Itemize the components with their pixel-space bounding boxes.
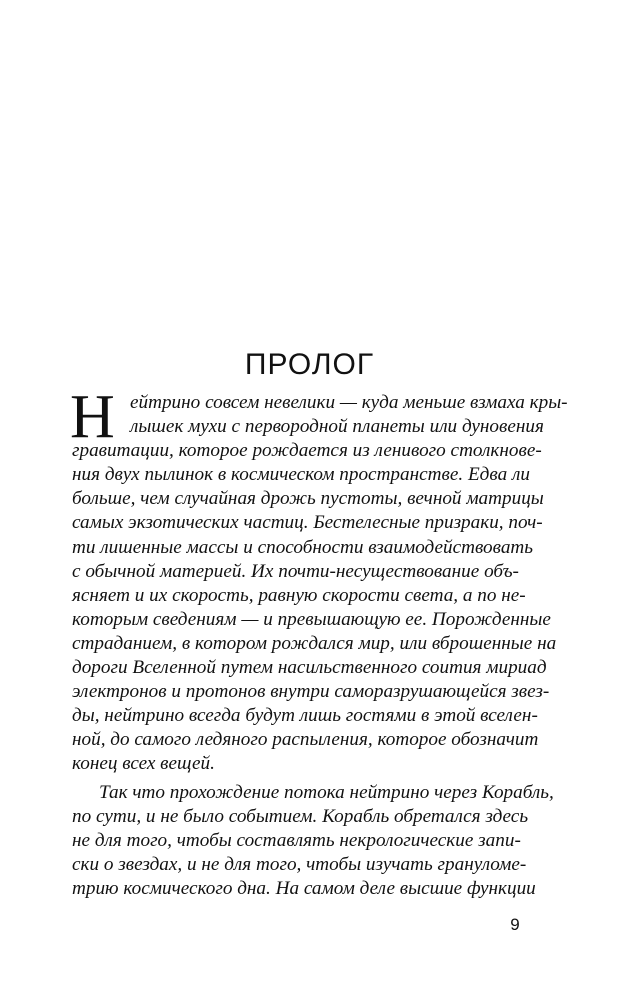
paragraph-line: ды, нейтрино всегда будут лишь гостями в этой вселен- — [72, 705, 538, 727]
text-block — [70, 383, 568, 901]
page-number: 9 — [510, 915, 520, 934]
paragraph-line: самых экзотических частиц. Бестелесные призраки, поч- — [72, 512, 543, 534]
paragraph-line: ной, до самого ледяного распыления, которое обозначит — [72, 729, 539, 751]
paragraph-line: дороги Вселенной путем насильственного соития мириад — [72, 657, 547, 679]
paragraph-line: ски о звездах, и не для того, чтобы изучать грануломе- — [72, 853, 527, 875]
paragraph-line: Так что прохождение потока нейтрино через Корабль, — [99, 781, 554, 803]
paragraph-2 — [72, 781, 554, 901]
paragraph-line: которым сведениям — и превышающую ее. Порожденные — [72, 608, 551, 630]
paragraph-line: по сути, и не было событием. Корабль обретался здесь — [72, 805, 529, 827]
paragraph-line: больше, чем случайная дрожь пустоты, вечной матрицы — [72, 488, 544, 510]
paragraph-line: трию космического дна. На самом деле высшие функции — [72, 877, 536, 899]
paragraph-line: ейтрино совсем невелики — куда меньше взмаха кры- — [130, 392, 568, 413]
drop-cap: Н — [70, 383, 115, 451]
paragraph-line: гравитации, которое рождается из ленивого столкнове- — [72, 440, 542, 462]
paragraph-line: не для того, чтобы составлять некрологические запи- — [72, 829, 521, 851]
paragraph-line: лышек мухи с первородной планеты или дуновения — [130, 416, 544, 438]
paragraph-line: ния двух пылинок в космическом пространстве. Едва ли — [72, 464, 530, 486]
paragraph-line: ясняет и их скорость, равную скорости света, а по не- — [72, 584, 526, 606]
paragraph-line: ти лишенные массы и способности взаимодействовать — [72, 536, 534, 558]
paragraph-line: с обычной материей. Их почти-несуществование объ- — [72, 560, 519, 582]
paragraph-line: конец всех вещей. — [72, 753, 215, 775]
paragraph-line: страданием, в котором рождался мир, или вброшенные на — [72, 632, 557, 654]
chapter-title: ПРОЛОГ — [244, 348, 375, 381]
paragraph-line: электронов и протонов внутри саморазрушающейся звез- — [72, 681, 550, 703]
paragraph-1 — [70, 383, 568, 777]
